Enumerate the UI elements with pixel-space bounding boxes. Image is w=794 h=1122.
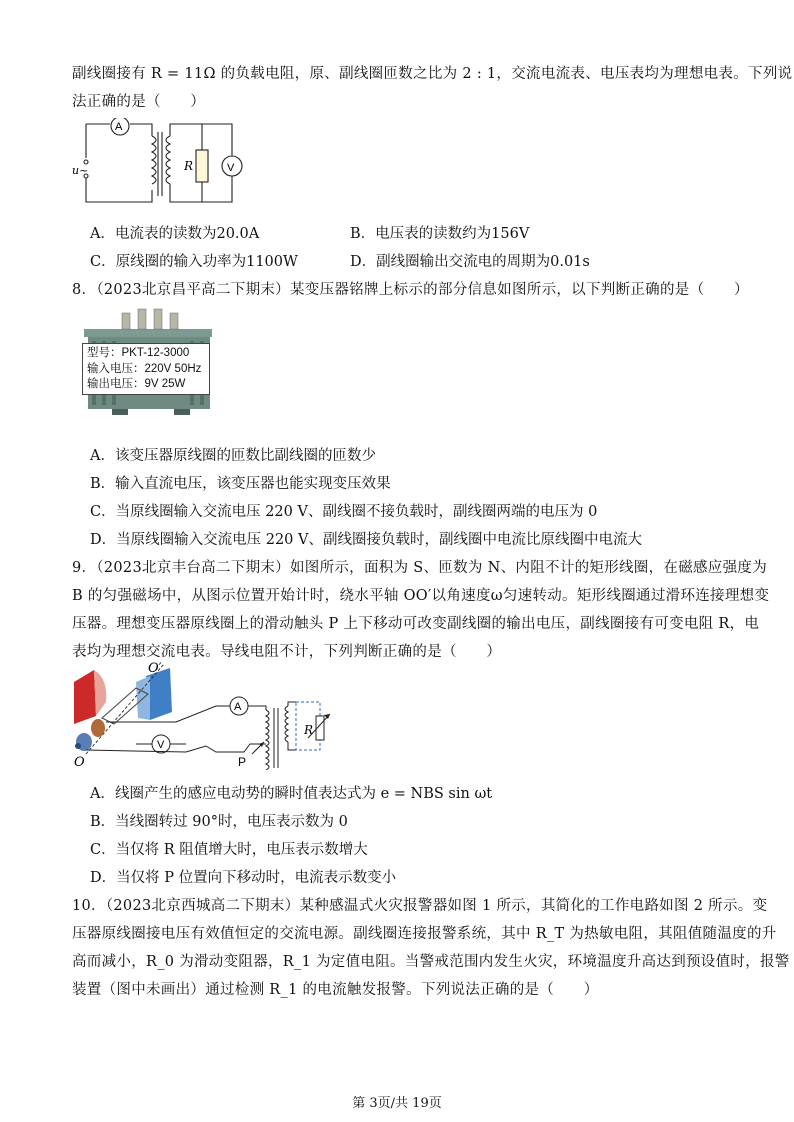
q8-nameplate-input: 输入电压：220V 50Hz [87, 362, 202, 375]
q10-stem-line-3: 高而减小，R_0 为滑动变阻器，R_1 为定值电阻。当警戒范围内发生火灾，环境温度升高达到预设值时，报警 [72, 954, 790, 970]
q9-voltmeter-symbol: V [157, 739, 165, 751]
q8-option-a: A．该变压器原线圈的匝数比副线圈的匝数少 [90, 448, 376, 464]
q9-axis-top-label: O′ [148, 662, 162, 676]
q9-slider-symbol: P [238, 755, 247, 769]
q8-option-c: C．当原线圈输入交流电压 220 V、副线圈不接负载时，副线圈两端的电压为 0 [90, 504, 598, 520]
q9-stem-line-1: 9．（2023北京丰台高二下期末）如图所示，面积为 S、匝数为 N、内阻不计的矩形线圈，在磁感应强度为 [72, 560, 768, 576]
q8-nameplate [82, 343, 210, 395]
q7-ammeter-symbol: A [115, 121, 123, 133]
q9-stem-line-4: 表均为理想交流电表。导线电阻不计，下列判断正确的是（ ） [72, 644, 502, 660]
q10-stem-line-2: 压器原线圈接电压有效值恒定的交流电源。副线圈连接报警系统，其中 R_T 为热敏电阻，其阻值随温度的升 [72, 926, 777, 942]
q8-option-b: B．输入直流电压，该变压器也能实现变压效果 [90, 476, 391, 492]
page-footer: 第 3页/共 19页 [352, 1096, 442, 1111]
q8-option-d: D．当原线圈输入交流电压 220 V、副线圈接负载时，副线圈中电流比原线圈中电流大 [90, 532, 642, 548]
q8-nameplate-output: 输出电压：9V 25W [87, 378, 186, 390]
q9-option-c: C．当仅将 R 阻值增大时，电压表示数增大 [90, 842, 368, 858]
q7-option-b: B．电压表的读数约为156V [350, 226, 530, 242]
q7-source-symbol: u~ [72, 164, 89, 177]
q9-axis-bottom-label: O [74, 755, 85, 770]
q9-option-a: A．线圈产生的感应电动势的瞬时值表达式为 e = NBS sin ωt [90, 786, 493, 802]
q7-option-d: D．副线圈输出交流电的周期为0.01s [350, 254, 590, 270]
q7-voltmeter-symbol: V [227, 162, 235, 174]
q9-resistor-symbol: R [304, 723, 314, 737]
q7-option-a: A．电流表的读数为20.0A [90, 226, 260, 242]
q9-stem-line-3: 压器。理想变压器原线圈上的滑动触头 P 上下移动可改变副线圈的输出电压，副线圈接有可变电阻 R，电 [72, 616, 760, 632]
q8-nameplate-model: 型号：PKT-12-3000 [87, 347, 190, 359]
q7-circuit-diagram [72, 118, 252, 208]
q9-option-d: D．当仅将 P 位置向下移动时，电流表示数变小 [90, 870, 397, 886]
q7-resistor-symbol: R [184, 159, 194, 173]
q9-option-b: B．当线圈转过 90°时，电压表示数为 0 [90, 814, 348, 830]
q9-stem-line-2: B 的匀强磁场中，从图示位置开始计时，绕水平轴 OO′以角速度ω匀速转动。矩形线圈通过滑环连接理想变 [72, 588, 770, 604]
q10-stem-line-4: 装置（图中未画出）通过检测 R_1 的电流触发报警。下列说法正确的是（ ） [72, 982, 599, 998]
q9-generator-circuit-diagram [66, 662, 356, 770]
q7-stem-line-1: 副线圈接有 R = 11Ω 的负载电阻，原、副线圈匝数之比为 2 : 1，交流电流表、电压表均为理想电表。下列说 [72, 66, 793, 82]
q10-stem-line-1: 10．（2023北京西城高二下期末）某种感温式火灾报警器如图 1 所示，其简化的工作电路如图 2 所示。变 [72, 898, 768, 914]
q7-stem-line-2: 法正确的是（ ） [72, 94, 206, 110]
q8-stem: 8．（2023北京昌平高二下期末）某变压器铭牌上标示的部分信息如图所示，以下判断正确的是（ ） [72, 282, 749, 298]
q9-ammeter-symbol: A [234, 701, 242, 713]
q7-option-c: C．原线圈的输入功率为1100W [90, 254, 298, 270]
